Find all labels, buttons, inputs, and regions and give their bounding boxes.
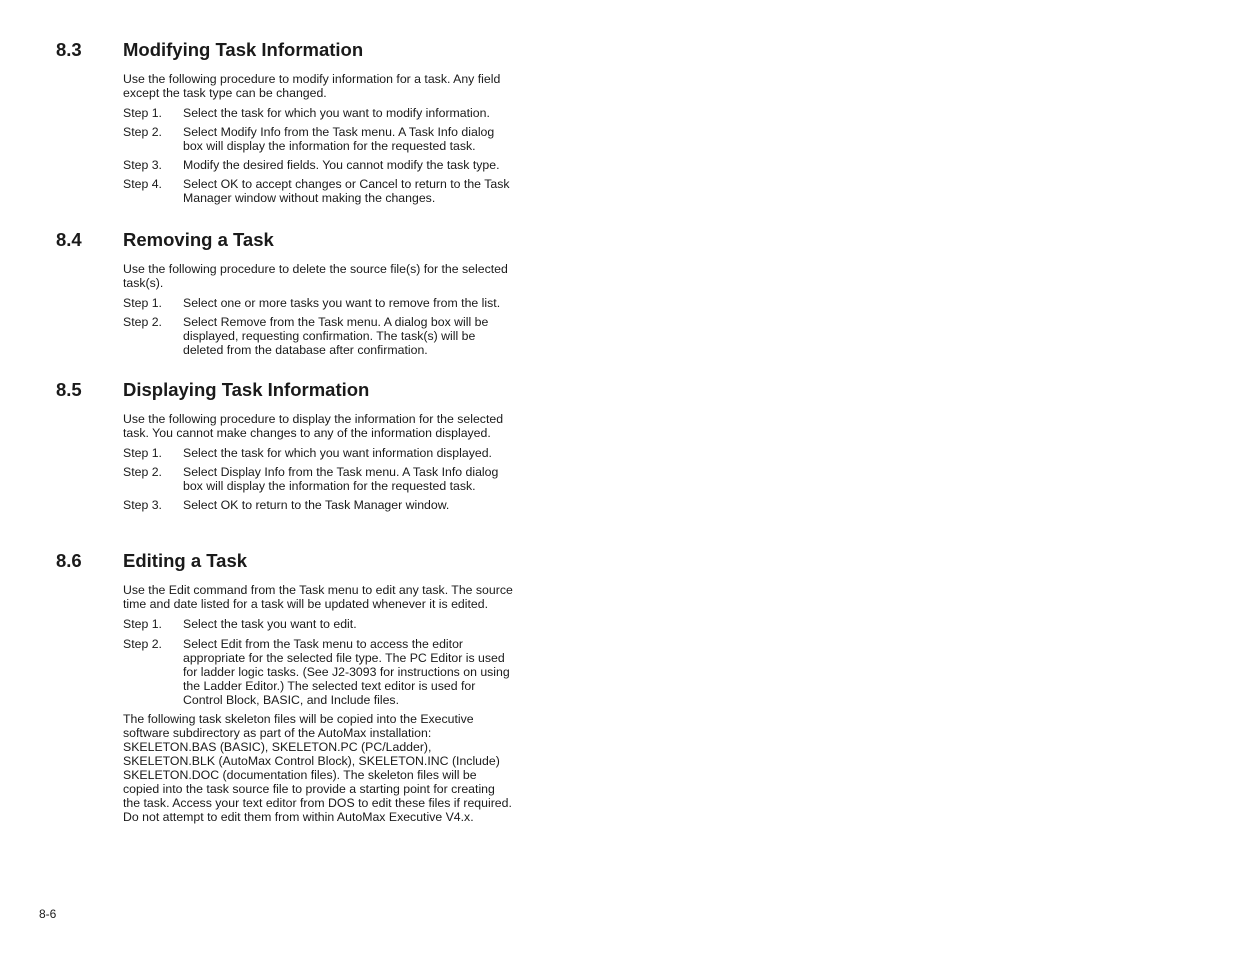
section-intro: Use the following procedure to display the information for the selected task. You cannot make changes to any of the information displayed. xyxy=(123,412,504,440)
procedure-step xyxy=(0,177,1235,205)
section-intro: Use the following procedure to modify information for a task. Any field except the task type can be changed. xyxy=(123,72,501,100)
step-text: Select Remove from the Task menu. A dialog box will be displayed, requesting confirmation. The task(s) will be deleted from the database after confirmation. xyxy=(183,315,489,357)
step-label: Step 2. xyxy=(123,315,162,329)
step-label: Step 2. xyxy=(123,125,162,139)
step-label: Step 4. xyxy=(123,177,162,191)
step-label: Step 2. xyxy=(123,465,162,479)
procedure-step xyxy=(0,125,1235,153)
step-text: Select the task for which you want to modify information. xyxy=(183,106,490,120)
step-text: Modify the desired fields. You cannot modify the task type. xyxy=(183,158,500,172)
procedure-step xyxy=(0,465,1235,493)
section-8-4 xyxy=(0,228,1235,357)
procedure-step xyxy=(0,106,1235,120)
procedure-step xyxy=(0,315,1235,357)
section-8-3 xyxy=(0,38,1235,205)
section-title: Removing a Task xyxy=(123,229,274,250)
step-label: Step 1. xyxy=(123,617,162,631)
section-intro: Use the following procedure to delete the source file(s) for the selected task(s). xyxy=(123,262,508,290)
section-number: 8.5 xyxy=(56,379,82,400)
closing-paragraph: The following task skeleton files will be copied into the Executive software subdirectory as part of the AutoMax installation: SKELETON.BAS (BASIC), SKELETON.PC (PC/Ladder), SKELETON.BLK (AutoMax Control Block), SKELETON.INC (Include) SKELETON.DOC (documentation files). The skeleton files will be copied into the task source file to provide a starting point for creating the task. Access your text editor from DOS to edit these files if required. Do not attempt to edit them from within AutoMax Executive V4.x. xyxy=(123,712,512,824)
procedure-step xyxy=(0,498,1235,512)
procedure-step xyxy=(0,446,1235,460)
page-number: 8-6 xyxy=(39,907,57,921)
step-text: Select the task for which you want information displayed. xyxy=(183,446,492,460)
section-8-6 xyxy=(0,549,1235,824)
section-intro: Use the Edit command from the Task menu to edit any task. The source time and date listed for a task will be updated whenever it is edited. xyxy=(123,583,513,611)
section-heading xyxy=(0,228,1235,252)
step-label: Step 2. xyxy=(123,637,162,651)
section-8-5 xyxy=(0,378,1235,512)
step-label: Step 3. xyxy=(123,498,162,512)
procedure-step xyxy=(0,617,1235,631)
section-number: 8.4 xyxy=(56,229,82,250)
section-number: 8.6 xyxy=(56,550,82,571)
section-heading xyxy=(0,38,1235,62)
section-number: 8.3 xyxy=(56,39,82,60)
step-text: Select the task you want to edit. xyxy=(183,617,357,631)
procedure-step xyxy=(0,296,1235,310)
section-heading xyxy=(0,378,1235,402)
procedure-step xyxy=(0,637,1235,707)
step-text: Select OK to accept changes or Cancel to return to the Task Manager window without making the changes. xyxy=(183,177,510,205)
step-label: Step 1. xyxy=(123,296,162,310)
section-title: Modifying Task Information xyxy=(123,39,364,60)
step-text: Select Modify Info from the Task menu. A Task Info dialog box will display the information for the requested task. xyxy=(183,125,495,153)
step-text: Select OK to return to the Task Manager window. xyxy=(183,498,450,512)
step-label: Step 1. xyxy=(123,446,162,460)
step-text: Select one or more tasks you want to remove from the list. xyxy=(183,296,501,310)
step-text: Select Display Info from the Task menu. A Task Info dialog box will display the information for the requested task. xyxy=(183,465,499,493)
procedure-step xyxy=(0,158,1235,172)
step-text: Select Edit from the Task menu to access the editor appropriate for the selected file type. The PC Editor is used for ladder logic tasks. (See J2-3093 for instructions on using the Ladder Editor.) The selected text editor is used for Control Block, BASIC, and Include files. xyxy=(183,637,510,707)
step-label: Step 3. xyxy=(123,158,162,172)
step-label: Step 1. xyxy=(123,106,162,120)
section-title: Displaying Task Information xyxy=(123,379,370,400)
section-heading xyxy=(0,549,1235,573)
section-title: Editing a Task xyxy=(123,550,248,571)
